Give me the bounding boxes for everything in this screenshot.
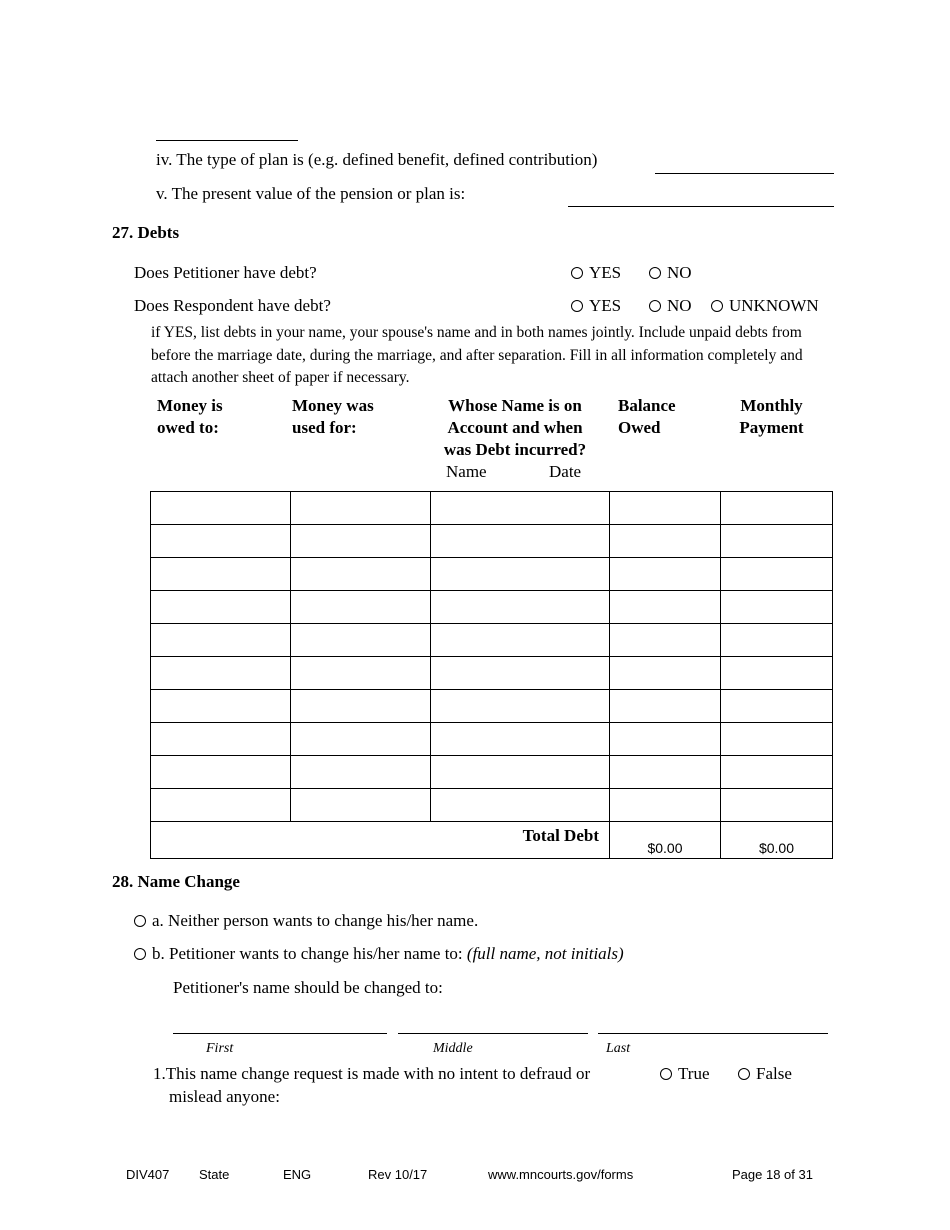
owed-to-cell[interactable] [151,624,291,657]
monthly-cell[interactable] [721,558,833,591]
present-value-field[interactable] [568,206,834,207]
new-name-label: Petitioner's name should be changed to: [173,978,443,997]
whose-name-cell[interactable] [431,690,610,723]
whose-name-cell[interactable] [431,525,610,558]
balance-cell[interactable] [610,624,721,657]
radio-icon[interactable] [660,1068,672,1080]
option-label: YES [589,296,622,315]
owed-to-cell[interactable] [151,690,291,723]
used-for-cell[interactable] [291,624,431,657]
col-header-monthly: Monthly Payment [739,396,804,437]
present-value-label: v. The present value of the pension or plan is: [156,184,466,203]
used-for-cell[interactable] [291,492,431,525]
debts-instructions: if YES, list debts in your name, your spouse's name and in both names jointly. Include unpaid debts from before the marriage date, during the marriage, and after separation. Fill in all information completely and attach another sheet of paper if necessary. [151,324,803,386]
table-row [151,756,833,789]
respondent-debt-no[interactable] [649,296,692,316]
option-label: False [756,1064,792,1083]
name-change-option-a[interactable] [134,911,478,931]
whose-name-cell[interactable] [431,789,610,822]
whose-name-cell[interactable] [431,624,610,657]
radio-icon[interactable] [738,1068,750,1080]
balance-cell[interactable] [610,591,721,624]
option-note: (full name, not initials) [466,944,624,963]
table-row [151,558,833,591]
option-label: YES [589,263,622,282]
monthly-cell[interactable] [721,657,833,690]
monthly-cell[interactable] [721,756,833,789]
previous-answer-line[interactable] [156,140,298,141]
col-header-owed-to: Money is owed to: [157,396,223,437]
intent-false-option[interactable] [738,1064,792,1084]
radio-icon[interactable] [649,267,661,279]
petitioner-debt-no[interactable] [649,263,692,283]
total-monthly-value: $0.00 [721,822,833,859]
option-label: UNKNOWN [729,296,819,315]
option-label: NO [667,296,692,315]
table-row [151,591,833,624]
owed-to-cell[interactable] [151,591,291,624]
used-for-cell[interactable] [291,723,431,756]
owed-to-cell[interactable] [151,789,291,822]
name-change-heading: 28. Name Change [112,872,240,891]
middle-name-field[interactable] [398,1033,588,1034]
footer-form-id: DIV407 [126,1167,170,1182]
intent-statement-line1: 1.This name change request is made with no intent to defraud or [153,1064,591,1083]
table-row [151,789,833,822]
owed-to-cell[interactable] [151,723,291,756]
balance-cell[interactable] [610,558,721,591]
balance-cell[interactable] [610,756,721,789]
option-label: NO [667,263,692,282]
radio-icon[interactable] [711,300,723,312]
table-row [151,492,833,525]
first-name-field[interactable] [173,1033,387,1034]
footer-revision: Rev 10/17 [368,1167,428,1182]
radio-icon[interactable] [571,300,583,312]
option-label: b. Petitioner wants to change his/her name to: [152,944,467,963]
used-for-cell[interactable] [291,591,431,624]
respondent-debt-unknown[interactable] [711,296,819,316]
radio-icon[interactable] [134,948,146,960]
used-for-cell[interactable] [291,756,431,789]
total-debt-label: Total Debt [151,822,610,859]
col-header-whose-name: Whose Name is on Account and when was Debt incurred? [443,396,587,459]
radio-icon[interactable] [571,267,583,279]
col-header-used-for: Money was used for: [292,396,374,437]
last-name-caption: Last [606,1041,631,1056]
monthly-cell[interactable] [721,723,833,756]
owed-to-cell[interactable] [151,657,291,690]
last-name-field[interactable] [598,1033,828,1034]
used-for-cell[interactable] [291,558,431,591]
owed-to-cell[interactable] [151,525,291,558]
petitioner-debt-yes[interactable] [571,263,621,283]
first-name-caption: First [206,1041,234,1056]
radio-icon[interactable] [649,300,661,312]
monthly-cell[interactable] [721,525,833,558]
monthly-cell[interactable] [721,492,833,525]
total-balance-value: $0.00 [610,822,721,859]
used-for-cell[interactable] [291,789,431,822]
used-for-cell[interactable] [291,525,431,558]
whose-name-cell[interactable] [431,591,610,624]
intent-true-option[interactable] [660,1064,710,1084]
petitioner-debt-question: Does Petitioner have debt? [134,263,317,282]
used-for-cell[interactable] [291,690,431,723]
footer-language: ENG [283,1167,312,1182]
debts-table [150,491,833,859]
monthly-cell[interactable] [721,624,833,657]
footer-page-number: Page 18 of 31 [732,1167,813,1182]
balance-cell[interactable] [610,789,721,822]
table-row [151,723,833,756]
col-header-balance: Balance Owed [618,396,676,437]
option-label: True [678,1064,710,1083]
table-row [151,657,833,690]
monthly-cell[interactable] [721,789,833,822]
plan-type-field[interactable] [655,173,834,174]
balance-cell[interactable] [610,657,721,690]
plan-type-label: iv. The type of plan is (e.g. defined benefit, defined contribution) [156,150,598,169]
debts-heading: 27. Debts [112,223,180,242]
monthly-cell[interactable] [721,591,833,624]
sub-header-date: Date [549,462,582,481]
sub-header-name: Name [446,462,487,481]
balance-cell[interactable] [610,525,721,558]
balance-cell[interactable] [610,492,721,525]
balance-cell[interactable] [610,723,721,756]
table-row [151,624,833,657]
table-row [151,690,833,723]
footer-url: www.mncourts.gov/forms [488,1167,634,1182]
respondent-debt-question: Does Respondent have debt? [134,296,331,315]
footer-state: State [199,1167,230,1182]
option-label: a. Neither person wants to change his/her name. [152,911,479,930]
owed-to-cell[interactable] [151,492,291,525]
monthly-cell[interactable] [721,690,833,723]
whose-name-cell[interactable] [431,492,610,525]
whose-name-cell[interactable] [431,657,610,690]
whose-name-cell[interactable] [431,723,610,756]
owed-to-cell[interactable] [151,756,291,789]
table-row [151,525,833,558]
middle-name-caption: Middle [433,1041,473,1056]
radio-icon[interactable] [134,915,146,927]
owed-to-cell[interactable] [151,558,291,591]
whose-name-cell[interactable] [431,558,610,591]
used-for-cell[interactable] [291,657,431,690]
intent-statement-line2: mislead anyone: [169,1087,280,1106]
balance-cell[interactable] [610,690,721,723]
name-change-option-b[interactable] [134,944,624,964]
total-row [151,822,833,859]
whose-name-cell[interactable] [431,756,610,789]
respondent-debt-yes[interactable] [571,296,621,316]
